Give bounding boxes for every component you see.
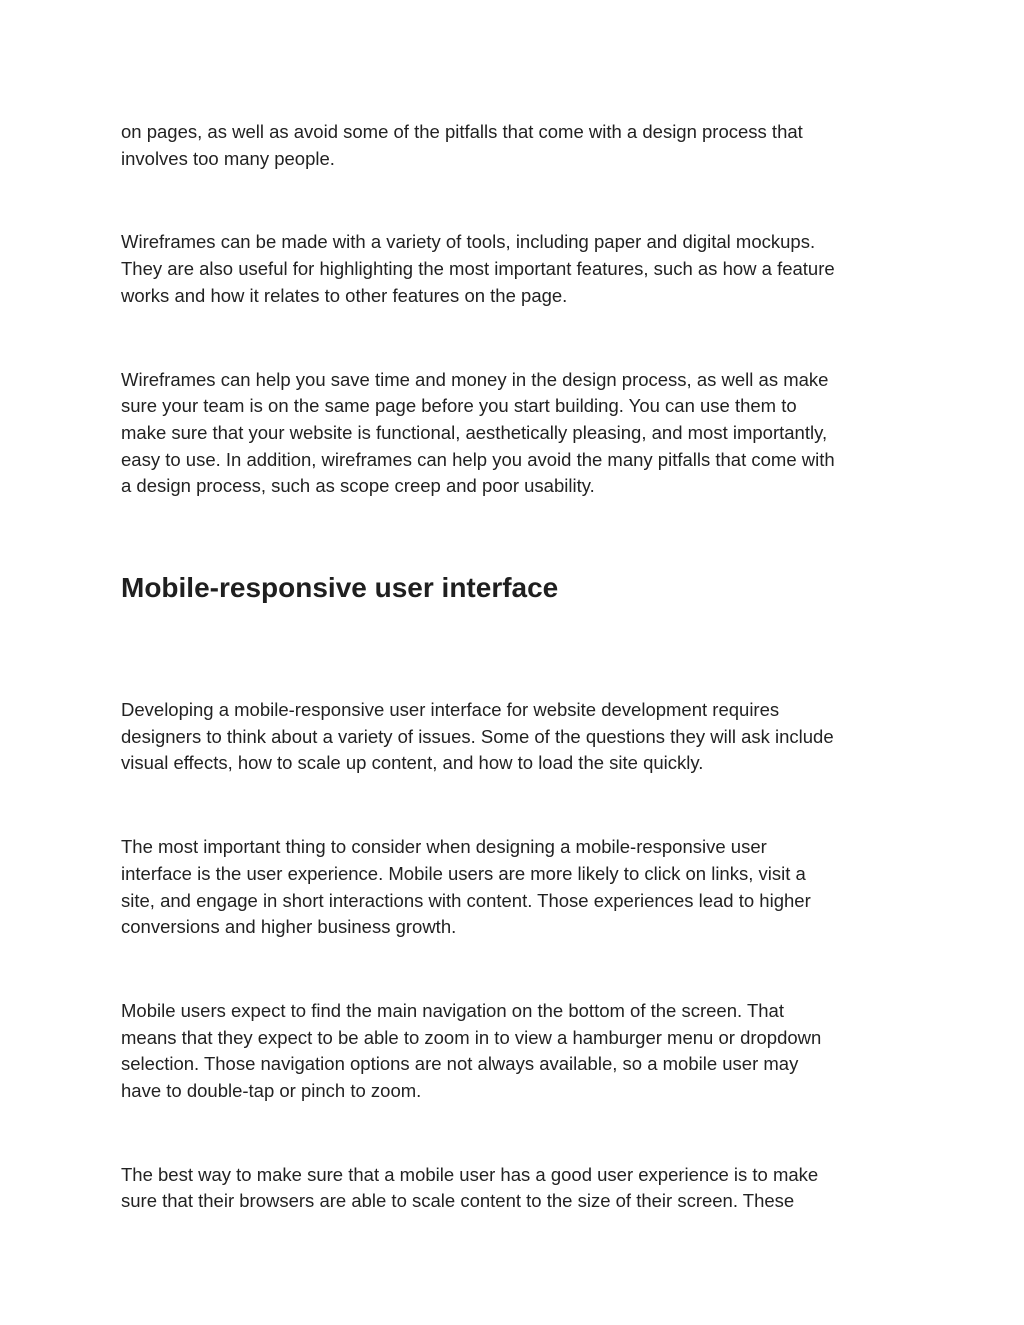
paragraph-scale-content: The best way to make sure that a mobile user has a good user experience is to make sure that their browsers are able to scale content to the size of their screen. These xyxy=(121,1163,819,1212)
paragraph-spacer xyxy=(121,172,911,229)
paragraph-user-experience: The most important thing to consider when designing a mobile-responsive user interface is the user experience. Mobile users are more likely to click on links, visit a site, and engage in short interactions with content. Those experiences lead to higher conversions and higher business growth. xyxy=(121,836,811,938)
paragraph-pitfalls: on pages, as well as avoid some of the pitfalls that come with a design process that involves too many people. xyxy=(121,121,803,169)
document-content xyxy=(121,119,911,1215)
paragraph-spacer xyxy=(121,1105,911,1162)
paragraph-mobile-issues: Developing a mobile-responsive user interface for website development requires designers to think about a variety of issues. Some of the questions they will ask include visual effects, how to scale up content, and how to load the site quickly. xyxy=(121,699,834,774)
paragraph-spacer xyxy=(121,310,911,367)
paragraph-navigation: Mobile users expect to find the main navigation on the bottom of the screen. That means that they expect to be able to zoom in to view a hamburger menu or dropdown selection. Those navigation options are not always available, so a mobile user may have to double-tap or pinch to zoom. xyxy=(121,999,822,1102)
section-heading: Mobile-responsive user interface xyxy=(121,572,559,604)
paragraph-wireframe-tools: Wireframes can be made with a variety of tools, including paper and digital mockups. They are also useful for highlighting the most important features, such as how a feature works and how it relates to other features on the page. xyxy=(121,231,835,306)
paragraph-spacer xyxy=(121,941,911,998)
section-spacer xyxy=(121,605,911,697)
paragraph-wireframe-benefits: Wireframes can help you save time and money in the design process, as well as make sure your team is on the same page before you start building. You can use them to make sure that your website is functional, aesthetically pleasing, and most importantly, easy to use. In addition, wireframes can help you avoid the many pitfalls that come with a design process, such as scope creep and poor usability. xyxy=(121,368,835,497)
paragraph-spacer xyxy=(121,777,911,834)
section-spacer xyxy=(121,500,911,571)
